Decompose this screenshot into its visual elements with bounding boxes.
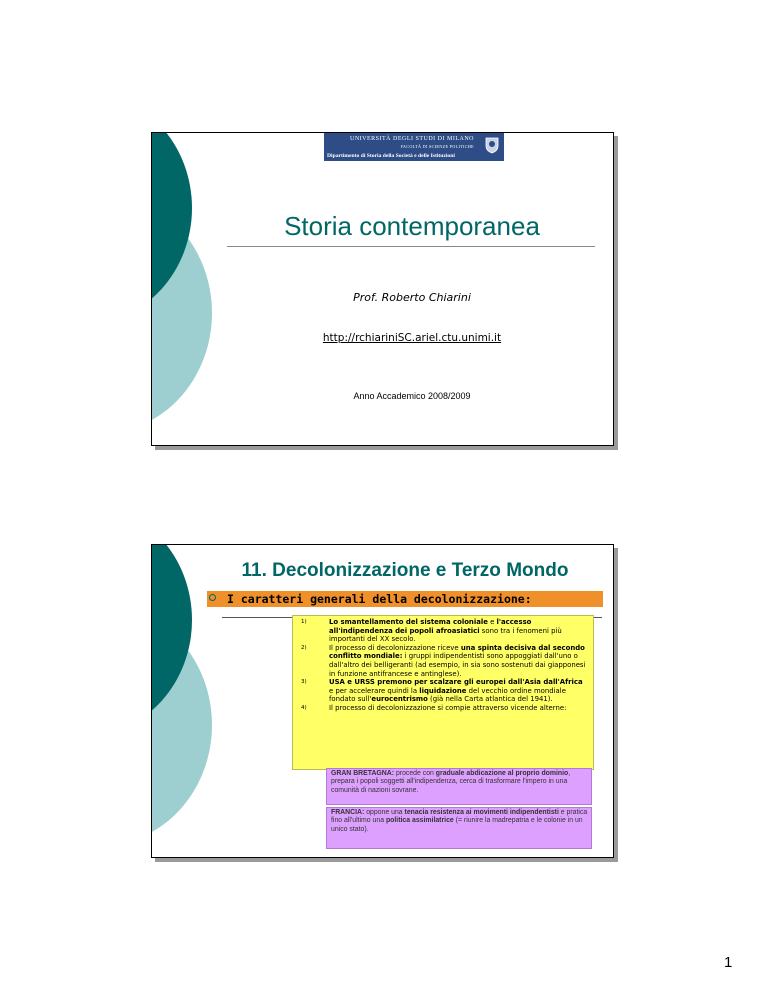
list-item [297,644,589,678]
item-text: sono tra i fenomeni più importanti del XX secolo. [329,626,562,644]
bullet-circle-icon [209,594,216,601]
box-text: (= riunire la madrepatria e le colonie in un unico stato). [331,817,583,833]
title-slide [151,132,614,446]
points-list [297,618,589,713]
item-number: 2) [301,644,307,651]
title-divider [227,246,595,247]
box-text-bold: politica assimilatrice [385,817,454,825]
page-number: 1 [724,954,733,971]
item-text-bold: l'accesso all'indipendenza dei popoli afroasiatici [329,618,532,635]
item-text: Il processo di decolonizzazione si compie attraverso vicende alterne: [329,703,567,712]
item-number: 3) [301,679,307,686]
logo-department-name: Dipartimento di Storia della Società e delle Istituzioni [327,153,455,159]
list-item [297,704,589,713]
item-text: (già nella Carta atlantica del 1941). [427,695,553,704]
slide-title: 11. Decolonizzazione e Terzo Mondo [241,560,569,581]
slide-title: Storia contemporanea [284,211,540,241]
item-text: e per accelerare quindi la [329,686,420,695]
item-text-bold: liquidazione [419,686,467,695]
box-text-bold: tenacia resistenza ai movimenti indipendentisti [404,809,559,816]
academic-year: Anno Accademico 2008/2009 [353,391,471,401]
professor-name: Prof. Roberto Chiarini [353,291,471,304]
logo-university-name: UNIVERSITÀ DEGLI STUDI DI MILANO [350,136,474,142]
logo-faculty-name: FACOLTÀ DI SCIENZE POLITICHE [400,144,474,149]
crest-icon [484,136,500,154]
box-text-bold: GRAN BRETAGNA: [331,770,395,777]
item-number: 4) [301,704,307,711]
university-logo [324,133,504,161]
item-text: i gruppi indipendentisti sono appoggiati dall'uno o dall'altro dei belligeranti (ad esempio, in sia sono sostenuti dai giapponesi in funzione antifrancese e antinglese). [329,652,586,678]
box-text: , prepara i popoli soggetti all'indipendenza, cerca di trasformare l'impero in una comunità di nazioni sovrane. [331,770,571,794]
great-britain-box [326,768,592,805]
content-slide [151,544,614,858]
france-box [326,807,592,849]
item-text-bold: Lo smantellamento del sistema coloniale [329,618,488,626]
box-text: oppone una [364,809,405,816]
item-text-bold: una spinta decisiva dal secondo conflitto mondiale: [329,643,585,661]
slide-subtitle: I caratteri generali della decolonizzazione: [227,592,532,606]
points-box [292,615,594,770]
box-text-bold: FRANCIA: [331,809,365,816]
item-number: 1) [301,619,307,625]
list-item [297,618,589,644]
item-text: e [487,618,497,626]
item-text-bold: USA e URSS premono per scalzare gli europei dall'Asia dall'Africa [329,678,583,687]
list-item [297,678,589,704]
item-text-bold: eurocentrismo [371,695,428,704]
box-text: procede con [394,770,436,777]
item-text: del vecchio ordine mondiale fondato sull' [329,686,566,704]
course-url-link[interactable]: http://rchiariniSC.ariel.ctu.unimi.it [322,332,502,344]
box-text: e pratica fino all'ultimo una [331,809,588,825]
item-text: Il processo di decolonizzazione riceve [329,643,461,652]
box-text-bold: graduale abdicazione al proprio dominio [435,770,569,777]
